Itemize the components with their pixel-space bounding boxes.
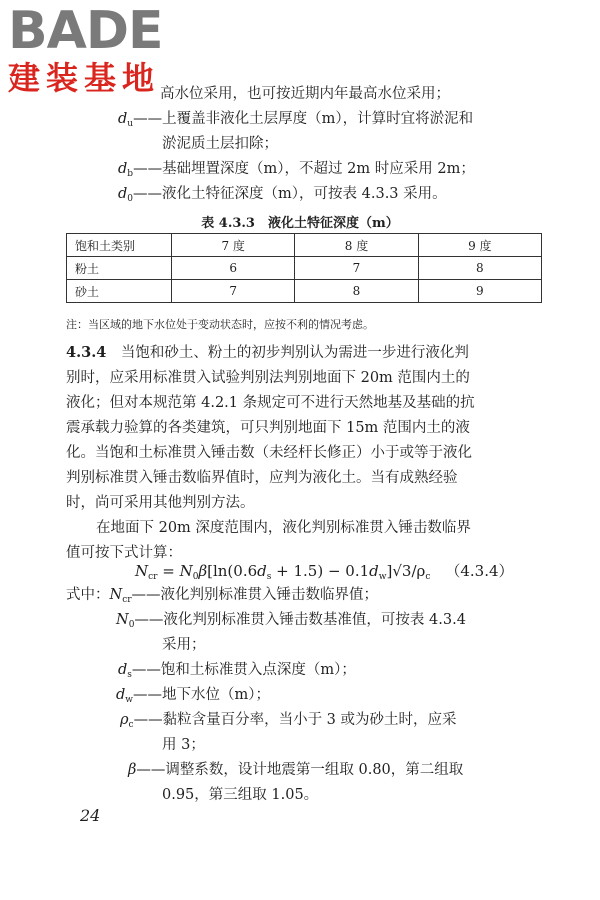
subscript: 0 xyxy=(128,620,135,630)
paragraph-line: 值可按下式计算： xyxy=(66,545,182,561)
subscript: c xyxy=(128,720,134,730)
def-continuation: 高水位采用，也可按近期内年最高水位采用； xyxy=(160,86,450,102)
def-text: ——上覆盖非液化土层厚度（m），计算时宜将淤泥和 xyxy=(133,111,474,127)
table-cell: 7 xyxy=(295,257,418,280)
subscript: 0 xyxy=(127,194,134,204)
table-cell: 粉土 xyxy=(67,257,172,280)
where-dw xyxy=(116,685,270,705)
section-line: 化。当饱和土标准贯入锤击数（未经杆长修正）小于或等于液化 xyxy=(66,445,472,461)
page-number: 24 xyxy=(80,806,101,825)
where-beta-cont: 0.95，第三组取 1.05。 xyxy=(162,787,319,803)
formula-subscript: c xyxy=(425,572,431,582)
section-first-line xyxy=(66,343,469,363)
table-cell: 6 xyxy=(172,257,295,280)
def-text: ——黏粒含量百分率，当小于 3 或为砂土时，应采 xyxy=(133,712,457,728)
logo-subtitle: 建装基地 xyxy=(8,59,161,97)
where-ncr xyxy=(66,585,378,605)
def-text: ——液化判别标准贯入锤击数基准值，可按表 4.3.4 xyxy=(134,612,466,628)
def-du-cont: 淤泥质土层扣除； xyxy=(162,136,278,152)
def-d0 xyxy=(118,184,447,204)
liquefaction-depth-table xyxy=(66,233,542,303)
symbol: β xyxy=(128,762,137,778)
where-beta xyxy=(128,760,463,780)
table-cell: 8 xyxy=(418,257,541,280)
def-text: ——调整系数，设计地震第一组取 0.80，第二组取 xyxy=(136,762,464,778)
where-rho xyxy=(120,710,457,730)
formula-part: [ln(0.6 xyxy=(207,562,258,580)
formula-subscript: cr xyxy=(148,572,158,582)
table-row xyxy=(67,280,542,303)
table-row xyxy=(67,257,542,280)
table-cell: 9 xyxy=(418,280,541,303)
symbol: N xyxy=(116,612,129,628)
brand-logo xyxy=(8,1,178,97)
formula-subscript: 0 xyxy=(192,572,199,582)
def-text: ——基础埋置深度（m），不超过 2m 时应采用 2m； xyxy=(133,161,475,177)
table-header-cell: 9 度 xyxy=(418,234,541,257)
where-lead: 式中： xyxy=(66,587,110,603)
def-text: ——地下水位（m）； xyxy=(133,687,271,703)
formula-symbol: N xyxy=(135,562,149,580)
subscript: cr xyxy=(122,595,132,605)
section-line: 判别标准贯入锤击数临界值时，应判为液化土。当有成熟经验 xyxy=(66,470,458,486)
where-rho-cont: 用 3； xyxy=(162,737,205,753)
subscript: w xyxy=(125,695,134,705)
section-line: 别时，应采用标准贯入试验判别法判别地面下 20m 范围内土的 xyxy=(66,370,470,386)
table-header-cell: 8 度 xyxy=(295,234,418,257)
where-ds xyxy=(118,660,356,680)
formula-sqrt: √3/ρ xyxy=(392,562,426,580)
formula-symbol: N xyxy=(179,562,193,580)
formula-symbol: β xyxy=(198,562,208,580)
symbol: d xyxy=(118,161,128,177)
formula-symbol: d xyxy=(369,562,379,580)
table-header-row xyxy=(67,234,542,257)
subscript: s xyxy=(127,670,132,680)
symbol: N xyxy=(109,587,123,603)
section-line: 时，尚可采用其他判别方法。 xyxy=(66,495,255,511)
section-line: 震承载力验算的各类建筑，可只判别地面下 15m 范围内土的液 xyxy=(66,420,470,436)
table-cell: 8 xyxy=(295,280,418,303)
def-du xyxy=(118,109,473,129)
table-cell: 7 xyxy=(172,280,295,303)
def-db xyxy=(118,159,475,179)
symbol: d xyxy=(118,186,128,202)
formula-part: + 1.5) − 0.1 xyxy=(271,562,370,580)
logo-word: BADE xyxy=(8,1,163,61)
table-cell: 砂土 xyxy=(67,280,172,303)
formula-part: ] xyxy=(386,562,393,580)
formula-part: = xyxy=(157,562,180,580)
formula-4-3-4 xyxy=(135,560,514,581)
symbol: d xyxy=(118,662,128,678)
def-text: ——液化土特征深度（m），可按表 4.3.3 采用。 xyxy=(133,186,447,202)
formula-subscript: s xyxy=(266,572,272,582)
where-n0 xyxy=(116,610,466,630)
formula-symbol: d xyxy=(257,562,267,580)
section-number: 4.3.4 xyxy=(66,344,107,361)
table-caption: 表 4.3.3 液化土特征深度（m） xyxy=(201,216,399,231)
symbol: d xyxy=(118,111,128,127)
paragraph-line: 在地面下 20m 深度范围内，液化判别标准贯入锤击数临界 xyxy=(96,520,471,536)
formula-number: （4.3.4） xyxy=(445,562,514,580)
table-header-cell: 7 度 xyxy=(172,234,295,257)
table-header-cell: 饱和土类别 xyxy=(67,234,172,257)
subscript: u xyxy=(127,119,134,129)
def-text: ——液化判别标准贯入锤击数临界值； xyxy=(131,587,379,603)
subscript: b xyxy=(127,169,134,179)
symbol: d xyxy=(116,687,126,703)
table-note: 注：当区域的地下水位处于变动状态时，应按不利的情况考虑。 xyxy=(66,318,374,331)
formula-subscript: w xyxy=(378,572,387,582)
section-line: 液化；但对本规范第 4.2.1 条规定可不进行天然地基及基础的抗 xyxy=(66,395,475,411)
where-n0-cont: 采用； xyxy=(162,637,206,653)
symbol: ρ xyxy=(120,712,129,728)
section-text: 当饱和砂土、粉土的初步判别认为需进一步进行液化判 xyxy=(120,345,469,361)
def-text: ——饱和土标准贯入点深度（m）； xyxy=(131,662,356,678)
